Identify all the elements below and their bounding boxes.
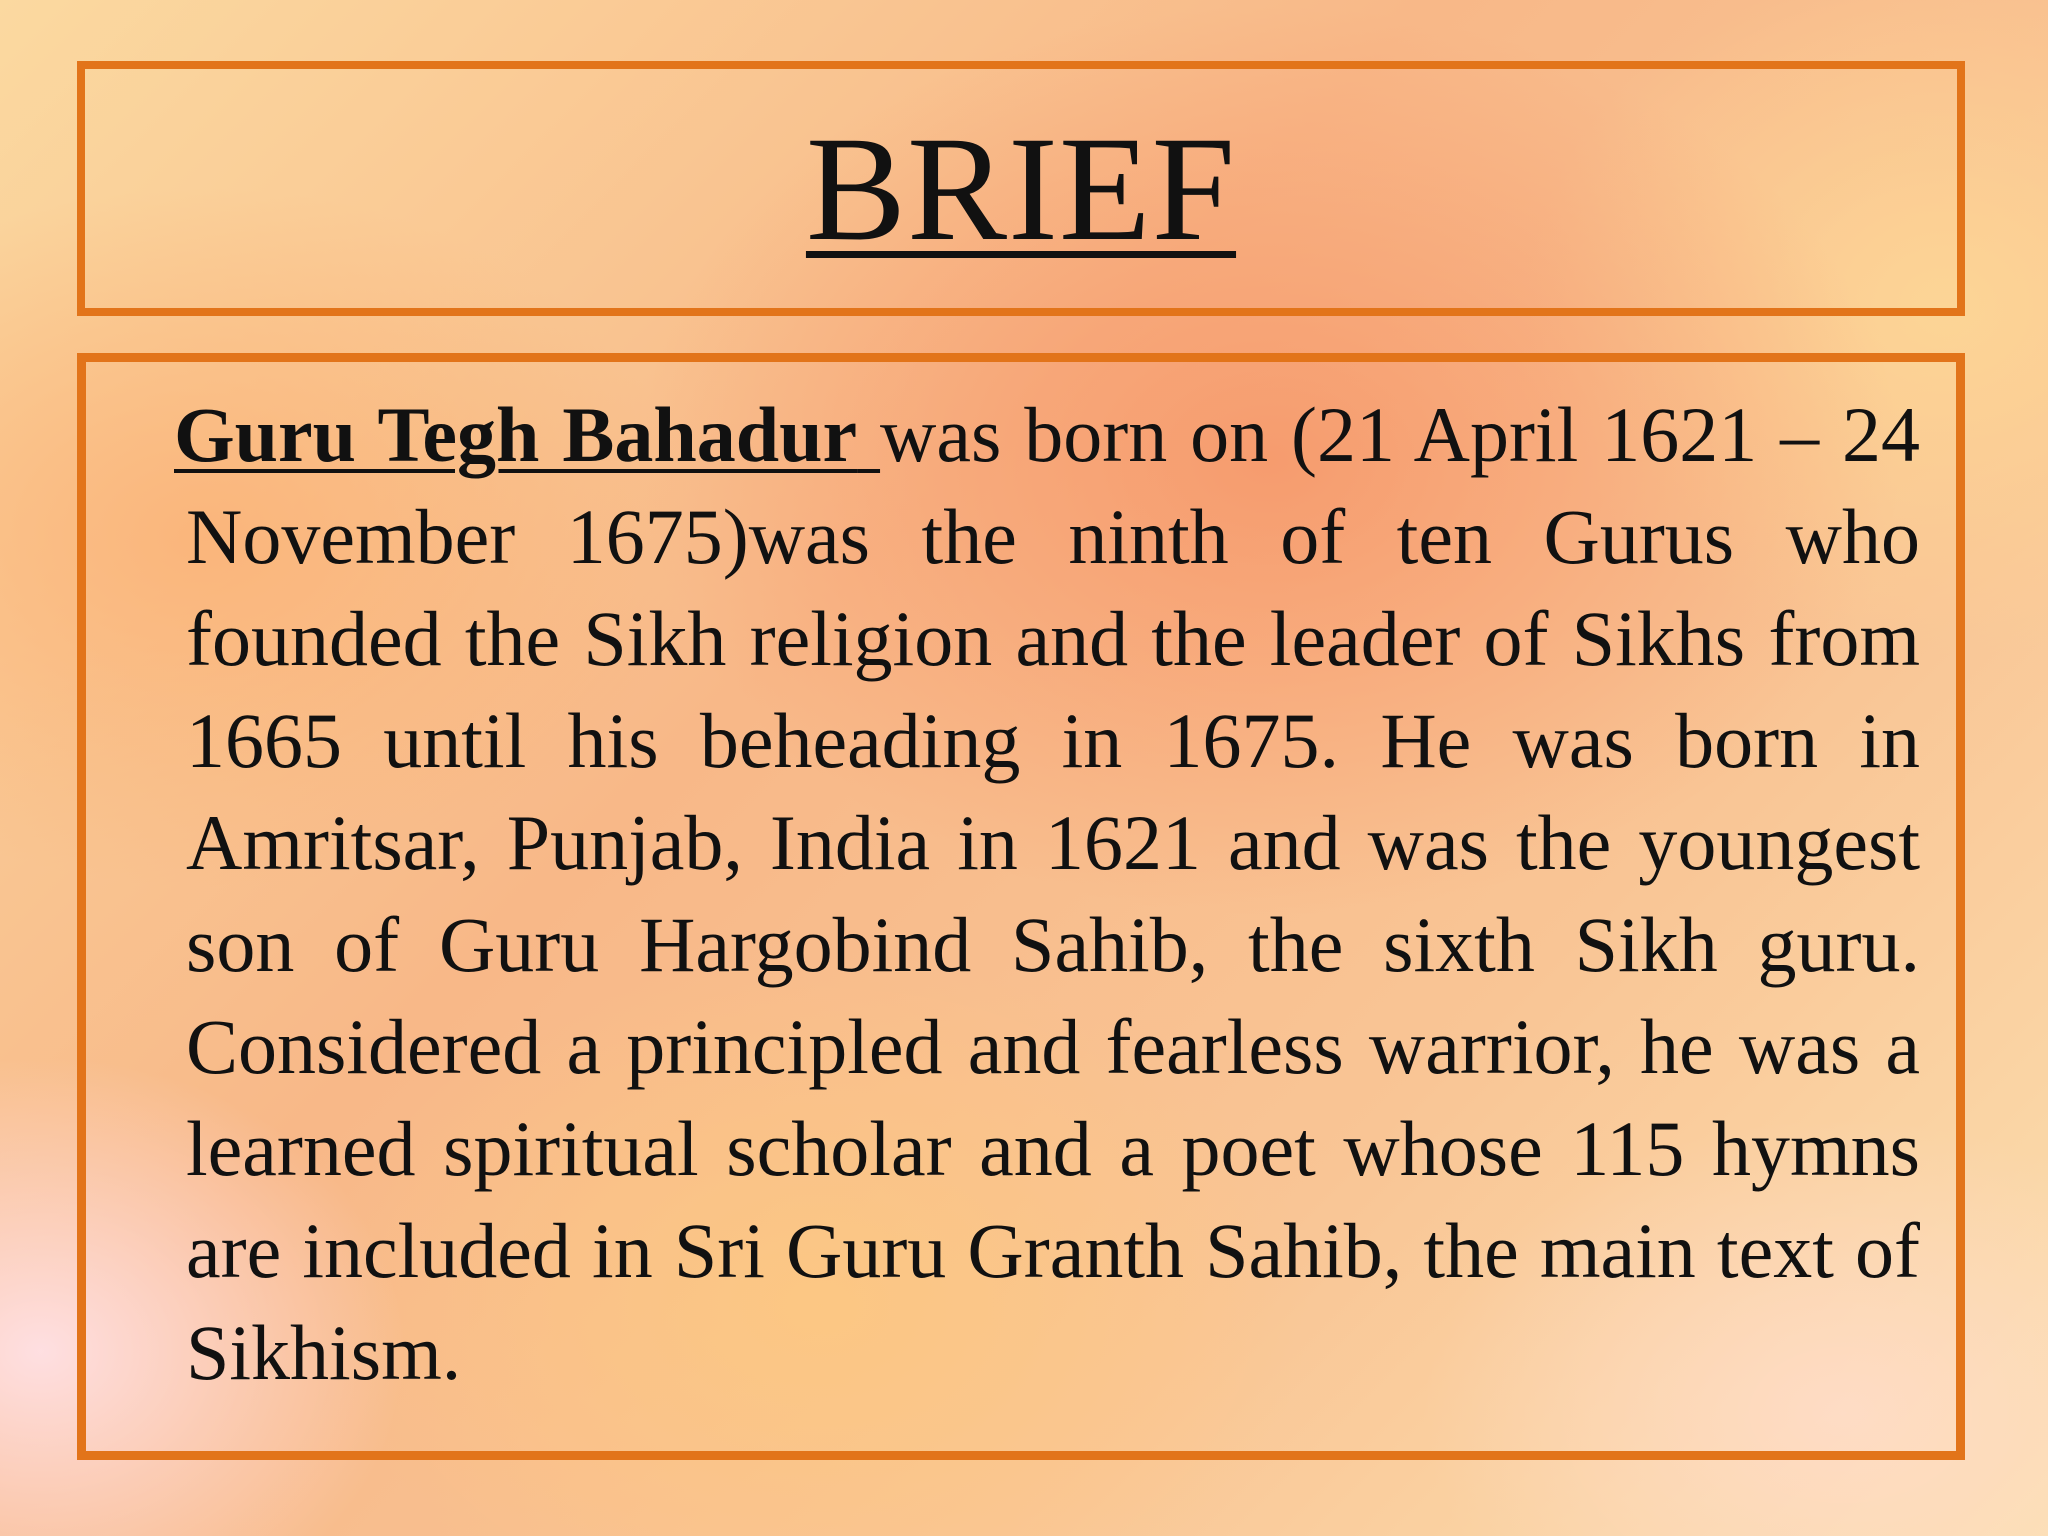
- first-line-wrap: [174, 391, 880, 478]
- content-box: [77, 353, 1965, 1460]
- title-box: [77, 61, 1965, 316]
- body-text: was born on (21 April 1621 – 24 November 1675)was the ninth of ten Gurus who founded the Sikh religion and the leader of Sikhs from 1665 until his beheading in 1675. He was born in Amritsar, Punjab, India in 1621 and was the youngest son of Guru Hargobind Sahib, the sixth Sikh guru. Considered a principled and fearless warrior, he was a learned spiritual scholar and a poet whose 115 hymns are included in Sri Guru Granth Sahib, the main text of Sikhism.: [186, 391, 1921, 1396]
- name-underline-space: [857, 391, 880, 478]
- slide-title: BRIEF: [805, 105, 1237, 272]
- highlight-name: Guru Tegh Bahadur: [174, 391, 858, 478]
- body-paragraph: [174, 384, 1921, 1404]
